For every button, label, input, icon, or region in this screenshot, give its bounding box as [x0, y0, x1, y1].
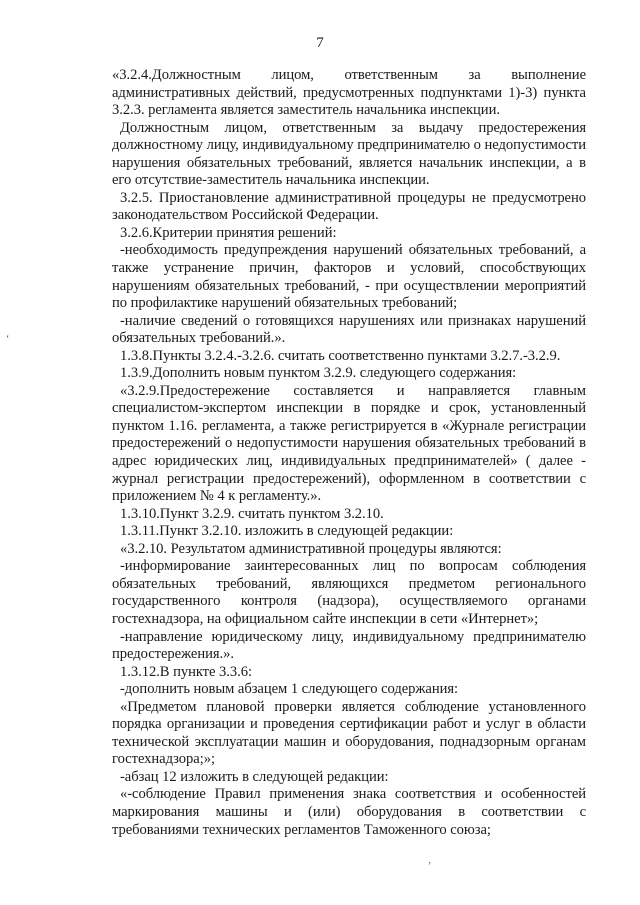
paragraph-marking-rules: «-соблюдение Правил применения знака соответствия и особенностей маркирования машины и (или) оборудования в соответствии с требованиями технических регламентов Таможенного союза;: [112, 786, 586, 838]
paragraph-result-informing: -информирование заинтересованных лиц по вопросам соблюдения обязательных требований, являющихся предметом регионального государственного контроля (надзора), осуществляемого органами гостехнадзора, на официальном сайте инспекции в сети «Интернет»;: [112, 558, 586, 627]
paragraph-1-3-8: 1.3.8.Пункты 3.2.4.-3.2.6. считать соответственно пунктами 3.2.7.-3.2.9.: [120, 347, 561, 364]
paragraph-abstract-12: -абзац 12 изложить в следующей редакции:: [120, 768, 389, 785]
paragraph-result-warning: -направление юридическому лицу, индивидуальному предпринимателю предостережения.».: [112, 628, 586, 663]
page-number: 7: [316, 35, 324, 51]
paragraph-1-3-12: 1.3.12.В пункте 3.3.6:: [120, 663, 252, 680]
paragraph-criterion-necessity: -необходимость предупреждения нарушений обязательных требований, а также устранение причин, факторов и условий, способствующих нарушениям обязательных требований, - при осуществлении мероприятий по профилактике нарушений обязательных требований;: [112, 242, 586, 312]
paragraph-1-3-9: 1.3.9.Дополнить новым пунктом 3.2.9. следующего содержания:: [120, 365, 517, 382]
paragraph-inspection-subject: «Предметом плановой проверки является соблюдение установленного порядка организации и проведения сертификации работ и услуг в области технической эксплуатации машин и оборудования, поднадзорным органам гостехнадзора;»;: [112, 698, 586, 768]
paragraph-3-2-9: «3.2.9.Предостережение составляется и направляется главным специалистом-экспертом инспекции в порядке и срок, установленный пунктом 1.16. регламента, а также регистрируется в «Журнале регистрации предостережений о недопустимости нарушения обязательных требований в адрес юридических лиц, индивидуальных предпринимателей» ( далее - журнал регистрации предостережений), оформленном в соответствии с приложением № 4 к регламенту.».: [112, 382, 586, 505]
paragraph-3-2-4: «3.2.4.Должностным лицом, ответственным за выполнение административных действий, предусмотренных подпунктами 1)-3) пункта 3.2.3. регламента является заместитель начальника инспекции.: [112, 67, 586, 119]
paragraph-3-2-10: «3.2.10. Результатом административной процедуры являются:: [120, 540, 502, 557]
scan-speck-bottom: ’: [428, 861, 432, 872]
paragraph-3-2-5: 3.2.5. Приостановление административной процедуры не предусмотрено законодательством Российской Федерации.: [112, 189, 586, 224]
paragraph-add-abstract: -дополнить новым абзацем 1 следующего содержания:: [120, 681, 459, 698]
paragraph-criterion-information: -наличие сведений о готовящихся нарушениях или признаках нарушений обязательных требований.».: [112, 312, 586, 347]
paragraph-responsible-official: Должностным лицом, ответственным за выдачу предостережения должностному лицу, индивидуальному предпринимателю о недопустимости нарушения обязательных требований, является начальник инспекции, а в его отсутствие-заместитель начальника инспекции.: [112, 119, 586, 189]
paragraph-3-2-6: 3.2.6.Критерии принятия решений:: [120, 224, 337, 241]
paragraph-1-3-10: 1.3.10.Пункт 3.2.9. считать пунктом 3.2.10.: [120, 505, 384, 522]
paragraph-1-3-11: 1.3.11.Пункт 3.2.10. изложить в следующей редакции:: [120, 523, 454, 540]
scan-speck-left: ‘: [6, 334, 10, 345]
document-body: [112, 67, 586, 839]
